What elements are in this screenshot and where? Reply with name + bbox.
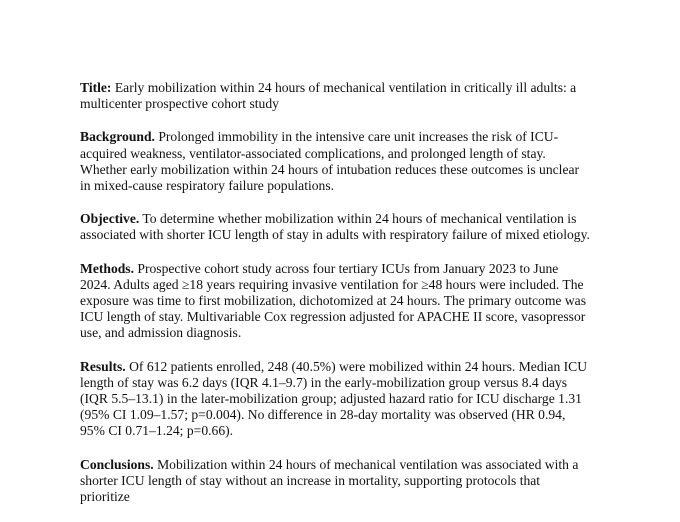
abstract-page (80, 80, 590, 522)
objective-text: To determine whether mobilization within 24 hours of mechanical ventilation is associated with shorter ICU length of stay in adults with respiratory failure of mixed etiology. (80, 211, 590, 243)
title-label: Title: (80, 80, 112, 95)
objective-label: Objective. (80, 211, 140, 227)
results-section (80, 359, 590, 440)
methods-text: Prospective cohort study across four tertiary ICUs from January 2023 to June 2024. Adults aged ≥18 years requiring invasive ventilation for ≥48 hours were included. The exposure was time to first mobilization, dichotomized at 24 hours. The primary outcome was ICU length of stay. Multivariable Cox regression adjusted for APACHE II score, vasopressor use, and admission diagnosis. (80, 260, 587, 341)
results-label: Results. (80, 358, 126, 374)
conclusions-label: Conclusions. (80, 456, 154, 472)
background-text: Prolonged immobility in the intensive care unit increases the risk of ICU-acquired weakness, ventilator-associated complications, and prolonged length of stay. Whether early mobilization within 24 hours of intubation reduces these outcomes is unclear in mixed-cause respiratory failure populations. (80, 129, 580, 194)
title-text: Early mobilization within 24 hours of mechanical ventilation in critically ill adults: a multicenter prospective cohort study (80, 80, 577, 112)
methods-label: Methods. (80, 260, 134, 276)
background-label: Background. (80, 129, 155, 145)
conclusions-text: Mobilization within 24 hours of mechanical ventilation was associated with a shorter ICU length of stay without an increase in mortality, supporting protocols that prioritize (80, 456, 579, 505)
title-section (80, 80, 590, 112)
objective-section (80, 211, 590, 243)
conclusions-section (80, 457, 590, 506)
results-text: Of 612 patients enrolled, 248 (40.5%) were mobilized within 24 hours. Median ICU length of stay was 6.2 days (IQR 4.1–9.7) in the early-mobilization group versus 8.4 days (IQR 5.5–13.1) in the later-mobilization group; adjusted hazard ratio for ICU discharge 1.31 (95% CI 1.09–1.57; p=0.004). No difference in 28-day mortality was observed (HR 0.94, 95% CI 0.71–1.24; p=0.66). (80, 358, 588, 439)
background-section (80, 129, 590, 194)
methods-section (80, 261, 590, 342)
